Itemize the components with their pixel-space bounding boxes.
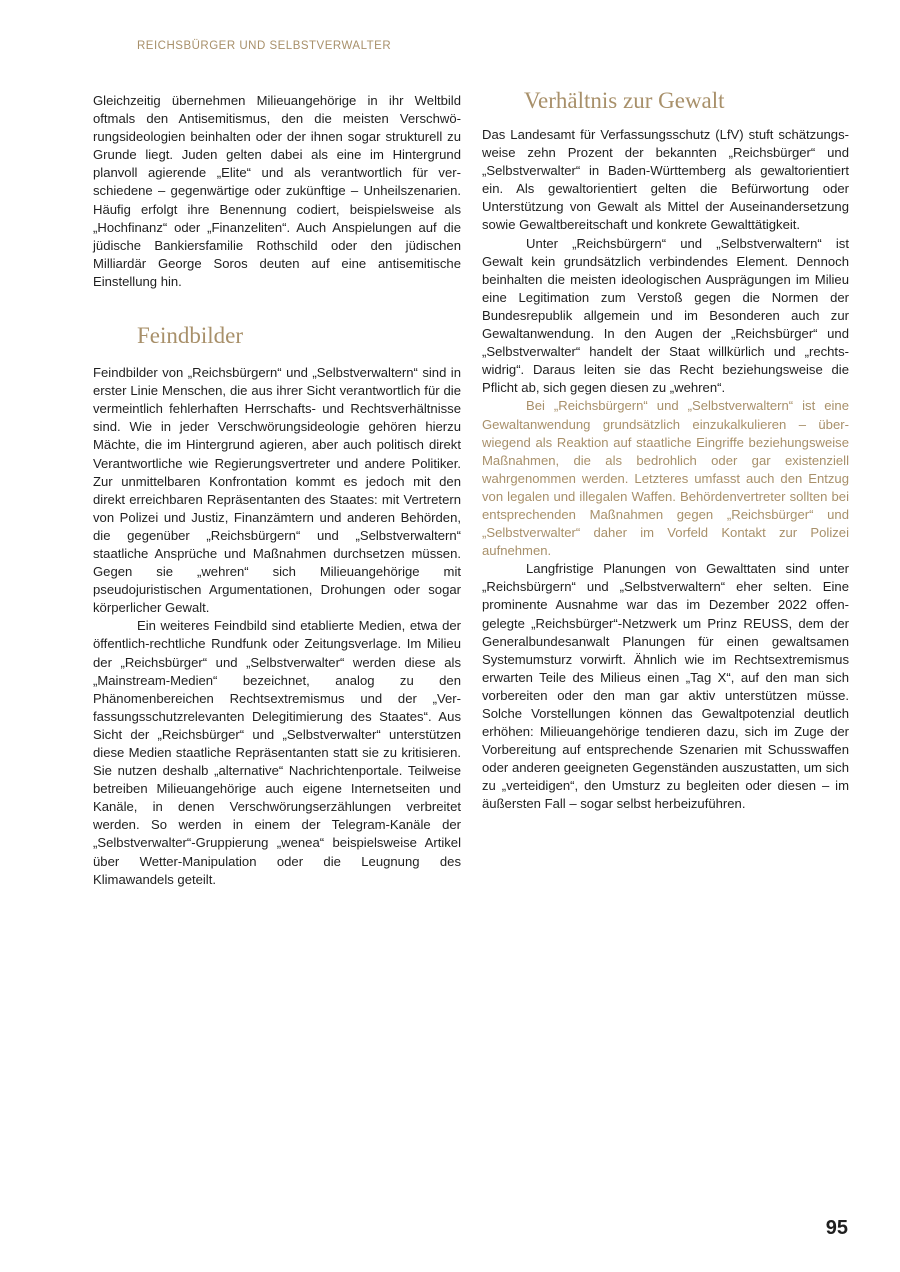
left-paragraph-medien: Ein weiteres Feindbild sind etablierte Medien, etwa der öffentlich-rechtliche Rundfunk oder Zeitungsverlage. Im Milieu der „Reichsbürger“ und „Selbstverwalter“ werden diese als „Mainstream-Medien“ bezeichnet, analog zu den Phänomenbereichen Rechtsextremismus und der „Verfassungsschutzrelevanten Delegitimierung des Staates“. Aus Sicht der „Reichsbürger“ und „Selbstverwalter“ unterstützen diese Medien staatliche Repräsentanten statt sie zu kritisieren. Sie nutzen deshalb „alternative“ Nachrichtenportale. Teilweise betreiben Milieuangehörige auch eigene Internetseiten und Kanäle, in denen Verschwörungserzählungen verbreitet werden. So werden in einem der Telegram-Kanäle der „Selbstverwalter“-Gruppierung „wenea“ beispielsweise Artikel über Wetter-Manipulation oder die Leugnung des Klimawandels geteilt.: [93, 618, 461, 887]
page-number: 95: [825, 1217, 848, 1239]
right-paragraph-planungen: Langfristige Planungen von Gewalttaten sind unter „Reichsbürgern“ und „Selbstverwaltern“ eher selten. Eine prominente Ausnahme war das im Dezember 2022 offengelegte „Reichsbürger“-Netzwerk um Prinz REUSS, dem der Generalbundesanwalt Planungen für einen gewaltsamen Systemumsturz vorwirft. Ähnlich wie im Rechtsextremismus erwarten Teile des Milieus einen „Tag X“, auf den man sich vorbereiten oder den man gar aktiv unterstützen müsse. Solche Vorstellungen können das Gewaltpotenzial deutlich erhöhen: Milieuangehörige tendieren dazu, sich im Zuge der Vorbereitung auf entsprechende Szenarien mit Schusswaffen oder anderen geeigneten Gegenständen auszustatten, um sich zu „verteidigen“, den Umsturz zu begleiten oder diesen – im äußersten Fall – sogar selbst herbeizuführen.: [482, 561, 849, 812]
heading-verhaeltnis-zur-gewalt: Verhältnis zur Gewalt: [524, 88, 725, 113]
running-header: REICHSBÜRGER UND SELBSTVERWALTER: [137, 40, 392, 52]
left-column: [93, 92, 461, 889]
right-paragraph-highlight-behoerden: Bei „Reichsbürgern“ und „Selbstverwaltern“ ist eine Gewaltanwendung grundsätzlich einzukalkulieren – überwiegend als Reaktion auf staatliche Eingriffe beziehungsweise Maßnahmen, die als bedrohlich oder gar existenziell wahrgenommen werden. Letzteres umfasst auch den Entzug von legalen und illegalen Waffen. Behördenvertreter sollten bei entsprechenden Maßnahmen gegen „Reichsbürger“ und „Selbstverwalter“ daher im Vorfeld Kontakt zur Polizei aufnehmen.: [482, 398, 849, 559]
heading-feindbilder: Feindbilder: [137, 323, 244, 349]
left-paragraph-feindbilder: Feindbilder von „Reichsbürgern“ und „Selbstverwaltern“ sind in erster Linie Menschen, die aus ihrer Sicht verantwortlich für die vermeintlich fehlerhaften Herrschafts- und Rechtsverhältnisse sind. Wie in jeder Verschwörungsideologie gehören hierzu Mächte, die im Hintergrund agieren, aber auch politisch direkt Verantwortliche wie Regierungsvertreter und andere Politiker. Zur unmittelbaren Konfrontation kommt es jedoch mit den direkt erreichbaren Repräsentanten des Staates: mit Vertretern von Polizei und Justiz, Finanzämtern und anderen Behörden, die gegenüber „Reichsbürgern“ und „Selbstverwaltern“ staatliche Ansprüche und Maßnahmen durchsetzen müssen. Gegen sie „wehren“ sich Milieuangehörige mit pseudojuristischen Argumentationen, Drohungen oder sogar körperlicher Gewalt.: [93, 365, 461, 616]
right-column: [482, 88, 849, 814]
right-paragraph-lfv: Das Landesamt für Verfassungsschutz (LfV) stuft schätzungsweise zehn Prozent der bekannten „Reichsbürger“ und „Selbstverwalter“ in Baden-Württemberg als gewaltorientiert ein. Als gewaltorientiert gelten die Befürwortung oder Unterstützung von Gewalt als Mittel der Auseinandersetzung sowie Gewaltbereitschaft und konkrete Gewalttätigkeit.: [482, 127, 849, 233]
left-paragraph-antisemitism: Gleichzeitig übernehmen Milieuangehörige in ihr Weltbild oftmals den Antisemitismus, den die meisten Verschwörungsideologien beinhalten oder der ihnen sogar strukturell zu Grunde liegt. Juden gelten dabei als eine im Hintergrund planvoll agierende „Elite“ und als verantwortlich für verschiedene – gegenwärtige oder zukünftige – Unheilszenarien. Häufig erfolgt ihre Benennung codiert, beispielsweise als „Hochfinanz“ oder „Finanzeliten“. Auch Anspielungen auf die jüdische Bankiersfamilie Rothschild oder den jüdischen Milliardär George Soros deuten auf eine antisemitische Einstellung hin.: [93, 93, 461, 289]
right-paragraph-gewalt-element: Unter „Reichsbürgern“ und „Selbstverwaltern“ ist Gewalt kein grundsätzlich verbindendes Element. Dennoch beinhalten die meisten ideologischen Ausprägungen im Milieu eine Legitimation zum Verstoß gegen die Normen der Bundesrepublik allgemein und im Besonderen auch zur Gewaltanwendung. In den Augen der „Reichsbürger“ und „Selbstverwalter“ handelt der Staat willkürlich und „rechtswidrig“. Daraus leiten sie das Recht beziehungsweise die Pflicht ab, sich gegen diesen zu „wehren“.: [482, 235, 849, 396]
